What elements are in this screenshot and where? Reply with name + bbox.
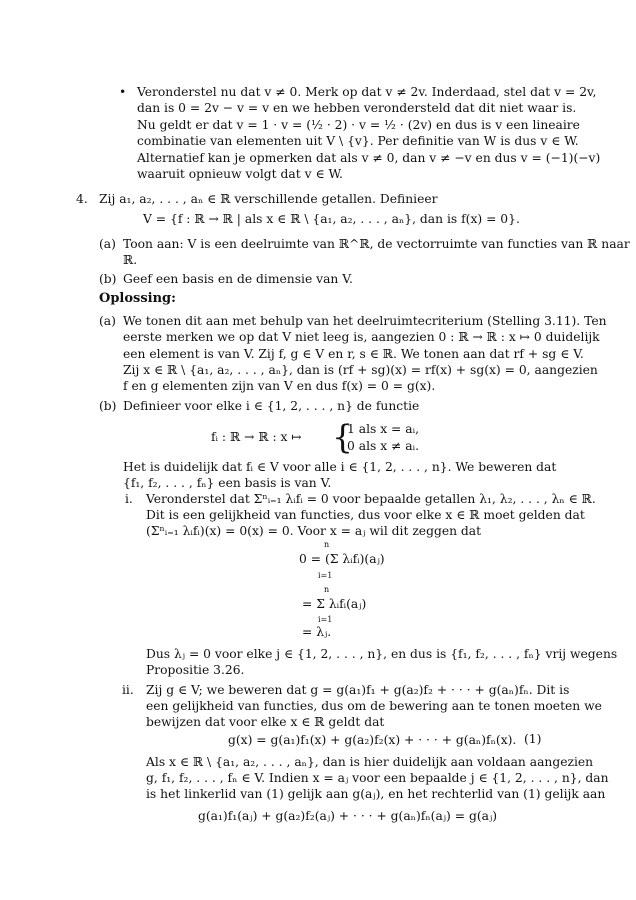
- sol-a-line-3: een element is van V. Zij f, g ∈ V en r, s ∈ ℝ. We tonen aan dat rf + sg ∈ V.: [123, 347, 584, 361]
- item-i-line-2: Dit is een gelijkheid van functies, dus voor elke x ∈ ℝ moet gelden dat: [146, 508, 585, 522]
- part-a-label: (a): [99, 237, 116, 251]
- bullet-line-1: Veronderstel nu dat v ≠ 0. Merk op dat v ≠ 2v. Inderdaad, stel dat v = 2v,: [137, 85, 597, 99]
- sol-b-label: (b): [99, 399, 117, 413]
- part-a-line-1: Toon aan: V is een deelruimte van ℝ^ℝ, de vectorruimte van functies van ℝ naar: [123, 237, 630, 251]
- bullet-line-6: waaruit opnieuw volgt dat v ∈ W.: [137, 167, 343, 181]
- part-a-line-2: ℝ.: [123, 253, 138, 267]
- bullet-marker: •: [119, 85, 127, 99]
- exercise-number: 4.: [76, 192, 88, 206]
- equation-number: (1): [524, 732, 542, 746]
- part-b-label: (b): [99, 272, 117, 286]
- item-i-line-3: (Σⁿᵢ₌₁ λᵢfᵢ)(x) = 0(x) = 0. Voor x = aⱼ wil dit zeggen dat: [146, 524, 482, 538]
- sol-a-line-4: Zij x ∈ ℝ \ {a₁, a₂, . . . , aₙ}, dan is (rf + sg)(x) = rf(x) + sg(x) = 0, aangezien: [123, 363, 598, 377]
- sol-a-line-2: eerste merken we op dat V niet leeg is, aangezien 0 : ℝ → ℝ : x ↦ 0 duidelijk: [123, 330, 600, 344]
- item-i-after-1: Dus λⱼ = 0 voor elke j ∈ {1, 2, . . . , n}, en dus is {f₁, f₂, . . . , fₙ} vrij wegens: [146, 647, 618, 661]
- sol-a-line-1: We tonen dit aan met behulp van het deelruimtecriterium (Stelling 3.11). Ten: [123, 314, 607, 328]
- item-ii-after-3: is het linkerlid van (1) gelijk aan g(aⱼ), en het rechterlid van (1) gelijk aan: [146, 787, 606, 801]
- sum-eq-3: = λⱼ.: [302, 625, 332, 639]
- sum-eq-2: = Σ λᵢfᵢ(aⱼ): [302, 597, 367, 611]
- exercise-intro: Zij a₁, a₂, . . . , aₙ ∈ ℝ verschillende getallen. Definieer: [99, 192, 438, 206]
- bullet-line-2: dan is 0 = 2v − v = v en we hebben verondersteld dat dit niet waar is.: [137, 101, 577, 115]
- part-b-line-1: Geef een basis en de dimensie van V.: [123, 272, 353, 286]
- piecewise-brace: {: [332, 417, 353, 456]
- case-2: 0 als x ≠ aᵢ.: [347, 439, 419, 453]
- sum-bottom-2: i=1: [318, 615, 333, 624]
- item-ii-label: ii.: [122, 683, 134, 697]
- item-i-line-1: Veronderstel dat Σⁿᵢ₌₁ λᵢfᵢ = 0 voor bepaalde getallen λ₁, λ₂, . . . , λₙ ∈ ℝ.: [146, 492, 596, 506]
- item-ii-line-3: bewijzen dat voor elke x ∈ ℝ geldt dat: [146, 715, 385, 729]
- sol-b-after-2: {f₁, f₂, . . . , fₙ} een basis is van V.: [123, 476, 332, 490]
- bullet-line-4: combinatie van elementen uit V \ {v}. Per definitie van W is dus v ∈ W.: [137, 134, 579, 148]
- sum-eq-1: 0 = (Σ λᵢfᵢ)(aⱼ): [299, 552, 385, 566]
- bullet-line-5: Alternatief kan je opmerken dat als v ≠ 0, dan v ≠ −v en dus v = (−1)(−v): [137, 151, 601, 165]
- equation-1: g(x) = g(a₁)f₁(x) + g(a₂)f₂(x) + · · · + g(aₙ)fₙ(x).: [228, 733, 517, 747]
- sum-top-2: n: [324, 585, 330, 594]
- solution-heading: Oplossing:: [99, 291, 176, 306]
- sol-b-after-1: Het is duidelijk dat fᵢ ∈ V voor alle i ∈ {1, 2, . . . , n}. We beweren dat: [123, 460, 557, 474]
- sol-b-intro: Definieer voor elke i ∈ {1, 2, . . . , n} de functie: [123, 399, 420, 413]
- sum-bottom-1: i=1: [318, 571, 333, 580]
- sum-top-1: n: [324, 540, 330, 549]
- item-i-after-2: Propositie 3.26.: [146, 663, 245, 677]
- case-1: 1 als x = aᵢ,: [347, 422, 419, 436]
- item-i-label: i.: [125, 492, 133, 506]
- final-equation: g(a₁)f₁(aⱼ) + g(a₂)f₂(aⱼ) + · · · + g(aₙ)fₙ(aⱼ) = g(aⱼ): [198, 809, 498, 823]
- item-ii-line-1: Zij g ∈ V; we beweren dat g = g(a₁)f₁ + g(a₂)f₂ + · · · + g(aₙ)fₙ. Dit is: [146, 683, 570, 697]
- exercise-definition: V = {f : ℝ → ℝ | als x ∈ ℝ \ {a₁, a₂, . . . , aₙ}, dan is f(x) = 0}.: [143, 212, 520, 226]
- func-def: fᵢ : ℝ → ℝ : x ↦: [211, 430, 302, 444]
- bullet-line-3: Nu geldt er dat v = 1 · v = (½ · 2) · v = ½ · (2v) en dus is v een lineaire: [137, 118, 580, 132]
- item-ii-line-2: een gelijkheid van functies, dus om de bewering aan te tonen moeten we: [146, 699, 602, 713]
- sol-a-label: (a): [99, 314, 116, 328]
- sol-a-line-5: f en g elementen zijn van V en dus f(x) = 0 = g(x).: [123, 379, 436, 393]
- item-ii-after-2: g, f₁, f₂, . . . , fₙ ∈ V. Indien x = aⱼ voor een bepaalde j ∈ {1, 2, . . . , n}, dan: [146, 771, 609, 785]
- item-ii-after-1: Als x ∈ ℝ \ {a₁, a₂, . . . , aₙ}, dan is hier duidelijk aan voldaan aangezien: [146, 755, 594, 769]
